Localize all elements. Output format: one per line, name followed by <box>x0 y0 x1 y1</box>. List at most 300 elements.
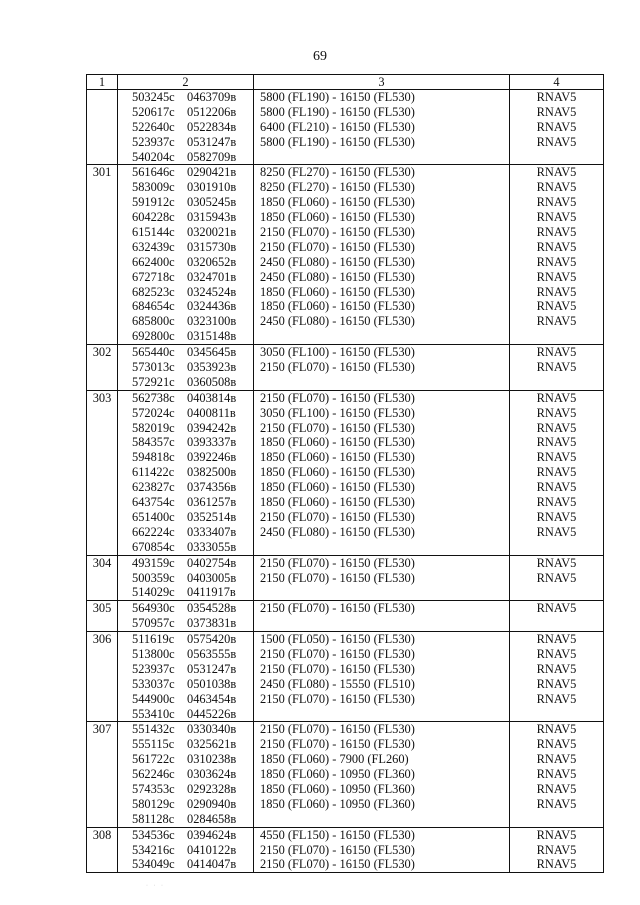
longitude: 0403814в <box>187 390 237 405</box>
latitude: 561722с <box>132 752 175 767</box>
routes-table <box>86 74 604 873</box>
latitude: 562246с <box>132 767 175 782</box>
nav-spec-cell <box>510 165 604 345</box>
latitude: 540204с <box>132 149 175 164</box>
latitude: 611422с <box>132 465 175 480</box>
header-col-1: 1 <box>87 75 118 90</box>
route-number-cell <box>87 601 118 632</box>
latitude: 500359с <box>132 570 175 585</box>
latitude: 555115с <box>132 737 175 752</box>
altitude-range <box>254 616 509 631</box>
altitude-range: 1850 (FL060) - 16150 (FL530) <box>260 495 415 510</box>
longitude: 0582709в <box>187 149 237 164</box>
coordinate-point <box>118 616 253 631</box>
scan-artifact: · · · <box>146 883 165 889</box>
altitude-range: 2150 (FL070) - 16150 (FL530) <box>260 646 415 661</box>
nav-spec: RNAV5 <box>536 405 577 420</box>
coordinates-cell <box>118 601 254 632</box>
nav-spec: RNAV5 <box>536 722 577 737</box>
longitude: 0445226в <box>187 706 237 721</box>
nav-spec-cell <box>510 390 604 555</box>
longitude: 0361257в <box>187 495 237 510</box>
nav-spec: RNAV5 <box>536 390 577 405</box>
route-number: 306 <box>92 632 112 647</box>
altitude-range: 1850 (FL060) - 16150 (FL530) <box>260 284 415 299</box>
nav-spec: RNAV5 <box>536 509 577 524</box>
route-group-row <box>87 632 604 722</box>
latitude: 544900с <box>132 691 175 706</box>
nav-spec: RNAV5 <box>536 104 577 119</box>
latitude: 562738с <box>132 390 175 405</box>
nav-spec: RNAV5 <box>536 299 577 314</box>
altitude-range: 4550 (FL150) - 16150 (FL530) <box>260 827 415 842</box>
nav-spec: RNAV5 <box>536 284 577 299</box>
coordinates-cell <box>118 555 254 601</box>
coordinate-point <box>118 375 253 390</box>
route-number-cell <box>87 390 118 555</box>
longitude: 0310238в <box>187 752 237 767</box>
altitude-range: 1850 (FL060) - 10950 (FL360) <box>260 781 415 796</box>
latitude: 553410с <box>132 706 175 721</box>
longitude: 0360508в <box>187 374 237 389</box>
longitude: 0394242в <box>187 420 237 435</box>
coordinate-point <box>118 391 253 406</box>
altitude-range <box>254 150 509 165</box>
coordinate-point <box>118 632 253 647</box>
coordinate-point <box>118 525 253 540</box>
latitude: 523937с <box>132 134 175 149</box>
nav-spec <box>510 150 603 165</box>
coordinate-point <box>118 135 253 150</box>
latitude: 513800с <box>132 646 175 661</box>
coordinate-point <box>118 571 253 586</box>
latitude: 551432с <box>132 722 175 737</box>
latitude: 632439с <box>132 239 175 254</box>
altitude-range: 8250 (FL270) - 16150 (FL530) <box>260 180 415 195</box>
coordinate-point <box>118 120 253 135</box>
altitude-cell <box>254 390 510 555</box>
altitude-range: 2150 (FL070) - 16150 (FL530) <box>260 722 415 737</box>
nav-spec: RNAV5 <box>536 857 577 872</box>
nav-spec <box>510 812 603 827</box>
coordinates-cell <box>118 345 254 391</box>
longitude: 0290940в <box>187 796 237 811</box>
nav-spec: RNAV5 <box>536 210 577 225</box>
coordinate-point <box>118 225 253 240</box>
latitude: 564930с <box>132 601 175 616</box>
latitude: 534049с <box>132 857 175 872</box>
table-body <box>87 90 604 873</box>
coordinate-point <box>118 495 253 510</box>
latitude: 594818с <box>132 450 175 465</box>
longitude: 0531247в <box>187 134 237 149</box>
nav-spec: RNAV5 <box>536 314 577 329</box>
nav-spec: RNAV5 <box>536 555 577 570</box>
longitude: 0400811в <box>187 405 236 420</box>
longitude: 0531247в <box>187 661 237 676</box>
altitude-range <box>254 329 509 344</box>
route-number: 302 <box>92 345 112 360</box>
latitude: 574353с <box>132 781 175 796</box>
altitude-range: 1850 (FL060) - 7900 (FL260) <box>260 752 409 767</box>
latitude: 604228с <box>132 210 175 225</box>
latitude: 572921с <box>132 374 175 389</box>
altitude-range: 5800 (FL190) - 16150 (FL530) <box>260 134 415 149</box>
coordinate-point <box>118 722 253 737</box>
nav-spec: RNAV5 <box>536 420 577 435</box>
altitude-range: 3050 (FL100) - 16150 (FL530) <box>260 405 415 420</box>
route-number-cell <box>87 555 118 601</box>
coordinate-point <box>118 812 253 827</box>
nav-spec <box>510 616 603 631</box>
coordinate-point <box>118 480 253 495</box>
latitude: 514029с <box>132 585 175 600</box>
longitude: 0512206в <box>187 104 237 119</box>
nav-spec-cell <box>510 90 604 165</box>
longitude: 0303624в <box>187 767 237 782</box>
header-col-3: 3 <box>254 75 510 90</box>
altitude-range: 6400 (FL210) - 16150 (FL530) <box>260 119 415 134</box>
altitude-range: 1850 (FL060) - 16150 (FL530) <box>260 435 415 450</box>
header-row <box>87 75 604 90</box>
nav-spec: RNAV5 <box>536 165 577 180</box>
route-number-cell <box>87 90 118 165</box>
coordinates-cell <box>118 632 254 722</box>
coordinate-point <box>118 662 253 677</box>
coordinate-point <box>118 556 253 571</box>
longitude: 0301910в <box>187 180 237 195</box>
altitude-range: 1850 (FL060) - 16150 (FL530) <box>260 299 415 314</box>
nav-spec: RNAV5 <box>536 435 577 450</box>
altitude-range: 1850 (FL060) - 16150 (FL530) <box>260 195 415 210</box>
longitude: 0374356в <box>187 480 237 495</box>
coordinate-point <box>118 329 253 344</box>
route-number-cell <box>87 345 118 391</box>
coordinate-point <box>118 857 253 872</box>
latitude: 573013с <box>132 360 175 375</box>
altitude-cell <box>254 90 510 165</box>
nav-spec: RNAV5 <box>536 360 577 375</box>
latitude: 692800с <box>132 329 175 344</box>
altitude-range: 2150 (FL070) - 16150 (FL530) <box>260 691 415 706</box>
nav-spec: RNAV5 <box>536 450 577 465</box>
nav-spec: RNAV5 <box>536 570 577 585</box>
coordinate-point <box>118 180 253 195</box>
route-number: 303 <box>92 390 112 405</box>
altitude-range: 2150 (FL070) - 16150 (FL530) <box>260 225 415 240</box>
nav-spec: RNAV5 <box>536 239 577 254</box>
altitude-range: 2450 (FL080) - 15550 (FL510) <box>260 676 415 691</box>
route-group-row <box>87 90 604 165</box>
route-group-row <box>87 827 604 873</box>
nav-spec: RNAV5 <box>536 134 577 149</box>
longitude: 0411917в <box>187 585 236 600</box>
coordinate-point <box>118 210 253 225</box>
longitude: 0392246в <box>187 450 237 465</box>
altitude-cell <box>254 555 510 601</box>
route-number-cell <box>87 165 118 345</box>
longitude: 0414047в <box>187 857 237 872</box>
latitude: 561646с <box>132 165 175 180</box>
nav-spec: RNAV5 <box>536 691 577 706</box>
nav-spec: RNAV5 <box>536 180 577 195</box>
route-number: 307 <box>92 722 112 737</box>
coordinate-point <box>118 195 253 210</box>
route-number: 304 <box>92 555 112 570</box>
nav-spec <box>510 585 603 600</box>
latitude: 581128с <box>132 811 175 826</box>
longitude: 0325621в <box>187 737 237 752</box>
longitude: 0563555в <box>187 646 237 661</box>
route-group-row <box>87 601 604 632</box>
altitude-range: 5800 (FL190) - 16150 (FL530) <box>260 90 415 104</box>
altitude-range: 2150 (FL070) - 16150 (FL530) <box>260 842 415 857</box>
longitude: 0292328в <box>187 781 237 796</box>
nav-spec: RNAV5 <box>536 269 577 284</box>
nav-spec: RNAV5 <box>536 225 577 240</box>
altitude-range <box>254 707 509 722</box>
nav-spec <box>510 707 603 722</box>
latitude: 511619с <box>132 632 175 647</box>
latitude: 523937с <box>132 661 175 676</box>
coordinate-point <box>118 90 253 105</box>
altitude-range: 1850 (FL060) - 16150 (FL530) <box>260 450 415 465</box>
latitude: 591912с <box>132 195 175 210</box>
altitude-range: 2150 (FL070) - 16150 (FL530) <box>260 239 415 254</box>
route-group-row <box>87 390 604 555</box>
altitude-cell <box>254 632 510 722</box>
altitude-range: 5800 (FL190) - 16150 (FL530) <box>260 104 415 119</box>
longitude: 0324436в <box>187 299 237 314</box>
coordinate-point <box>118 285 253 300</box>
nav-spec: RNAV5 <box>536 465 577 480</box>
coordinate-point <box>118 465 253 480</box>
altitude-range: 2450 (FL080) - 16150 (FL530) <box>260 524 415 539</box>
altitude-range: 2450 (FL080) - 16150 (FL530) <box>260 269 415 284</box>
altitude-cell <box>254 345 510 391</box>
route-number: 305 <box>92 601 112 616</box>
coordinate-point <box>118 345 253 360</box>
altitude-range <box>254 375 509 390</box>
altitude-range: 2150 (FL070) - 16150 (FL530) <box>260 360 415 375</box>
nav-spec: RNAV5 <box>536 480 577 495</box>
route-number-cell <box>87 632 118 722</box>
coordinate-point <box>118 767 253 782</box>
latitude: 651400с <box>132 509 175 524</box>
altitude-cell <box>254 827 510 873</box>
longitude: 0345645в <box>187 345 237 360</box>
longitude: 0575420в <box>187 632 237 647</box>
nav-spec: RNAV5 <box>536 676 577 691</box>
coordinate-point <box>118 435 253 450</box>
longitude: 0393337в <box>187 435 237 450</box>
longitude: 0284658в <box>187 811 237 826</box>
longitude: 0352514в <box>187 509 237 524</box>
nav-spec: RNAV5 <box>536 796 577 811</box>
longitude: 0463454в <box>187 691 237 706</box>
coordinate-point <box>118 406 253 421</box>
coordinate-point <box>118 255 253 270</box>
longitude: 0320652в <box>187 254 237 269</box>
longitude: 0410122в <box>187 842 237 857</box>
latitude: 565440с <box>132 345 175 360</box>
coordinate-point <box>118 737 253 752</box>
nav-spec: RNAV5 <box>536 195 577 210</box>
coordinate-point <box>118 601 253 616</box>
latitude: 623827с <box>132 480 175 495</box>
nav-spec-cell <box>510 632 604 722</box>
route-number-cell <box>87 722 118 827</box>
longitude: 0315148в <box>187 329 237 344</box>
altitude-range: 3050 (FL100) - 16150 (FL530) <box>260 345 415 360</box>
latitude: 493159с <box>132 555 175 570</box>
nav-spec: RNAV5 <box>536 827 577 842</box>
coordinate-point <box>118 510 253 525</box>
nav-spec-cell <box>510 722 604 827</box>
latitude: 672718с <box>132 269 175 284</box>
nav-spec: RNAV5 <box>536 767 577 782</box>
altitude-range: 1850 (FL060) - 16150 (FL530) <box>260 465 415 480</box>
altitude-range: 2150 (FL070) - 16150 (FL530) <box>260 661 415 676</box>
longitude: 0324701в <box>187 269 237 284</box>
nav-spec-cell <box>510 345 604 391</box>
altitude-range: 2150 (FL070) - 16150 (FL530) <box>260 555 415 570</box>
altitude-cell <box>254 601 510 632</box>
route-group-row <box>87 345 604 391</box>
coordinates-cell <box>118 827 254 873</box>
latitude: 533037с <box>132 676 175 691</box>
longitude: 0373831в <box>187 616 237 631</box>
altitude-range: 1850 (FL060) - 16150 (FL530) <box>260 210 415 225</box>
longitude: 0463709в <box>187 90 237 104</box>
nav-spec: RNAV5 <box>536 842 577 857</box>
coordinate-point <box>118 540 253 555</box>
longitude: 0315730в <box>187 239 237 254</box>
altitude-range: 2150 (FL070) - 16150 (FL530) <box>260 509 415 524</box>
altitude-range: 2150 (FL070) - 16150 (FL530) <box>260 737 415 752</box>
latitude: 583009с <box>132 180 175 195</box>
latitude: 662400с <box>132 254 175 269</box>
nav-spec: RNAV5 <box>536 661 577 676</box>
header-col-4: 4 <box>510 75 604 90</box>
altitude-range: 1850 (FL060) - 10950 (FL360) <box>260 767 415 782</box>
longitude: 0333055в <box>187 539 237 554</box>
route-number <box>87 90 117 105</box>
coordinate-point <box>118 240 253 255</box>
route-group-row <box>87 722 604 827</box>
coordinate-point <box>118 707 253 722</box>
latitude: 582019с <box>132 420 175 435</box>
nav-spec: RNAV5 <box>536 646 577 661</box>
nav-spec: RNAV5 <box>536 495 577 510</box>
coordinate-point <box>118 450 253 465</box>
longitude: 0330340в <box>187 722 237 737</box>
latitude: 534216с <box>132 842 175 857</box>
longitude: 0402754в <box>187 555 237 570</box>
nav-spec <box>510 540 603 555</box>
coordinate-point <box>118 692 253 707</box>
nav-spec: RNAV5 <box>536 345 577 360</box>
nav-spec: RNAV5 <box>536 632 577 647</box>
latitude: 503245с <box>132 90 175 104</box>
coordinate-point <box>118 360 253 375</box>
route-group-row <box>87 555 604 601</box>
coordinate-point <box>118 150 253 165</box>
route-number: 301 <box>92 165 112 180</box>
latitude: 662224с <box>132 524 175 539</box>
altitude-cell <box>254 722 510 827</box>
altitude-range: 8250 (FL270) - 16150 (FL530) <box>260 165 415 180</box>
coordinate-point <box>118 165 253 180</box>
nav-spec: RNAV5 <box>536 90 577 104</box>
longitude: 0323100в <box>187 314 237 329</box>
coordinate-point <box>118 105 253 120</box>
nav-spec-cell <box>510 555 604 601</box>
page-number: 69 <box>313 49 327 64</box>
nav-spec <box>510 329 603 344</box>
latitude: 643754с <box>132 495 175 510</box>
altitude-cell <box>254 165 510 345</box>
altitude-range: 2150 (FL070) - 16150 (FL530) <box>260 857 415 872</box>
coordinate-point <box>118 421 253 436</box>
longitude: 0290421в <box>187 165 237 180</box>
latitude: 522640с <box>132 119 175 134</box>
longitude: 0333407в <box>187 524 237 539</box>
latitude: 685800с <box>132 314 175 329</box>
altitude-range <box>254 540 509 555</box>
longitude: 0403005в <box>187 570 237 585</box>
nav-spec <box>510 375 603 390</box>
coordinate-point <box>118 797 253 812</box>
latitude: 670854с <box>132 539 175 554</box>
coordinates-cell <box>118 165 254 345</box>
nav-spec-cell <box>510 601 604 632</box>
longitude: 0320021в <box>187 225 237 240</box>
longitude: 0353923в <box>187 360 237 375</box>
longitude: 0382500в <box>187 465 237 480</box>
nav-spec: RNAV5 <box>536 752 577 767</box>
nav-spec: RNAV5 <box>536 524 577 539</box>
coordinate-point <box>118 843 253 858</box>
coordinate-point <box>118 585 253 600</box>
nav-spec: RNAV5 <box>536 119 577 134</box>
altitude-range: 2150 (FL070) - 16150 (FL530) <box>260 390 415 405</box>
coordinate-point <box>118 828 253 843</box>
altitude-range: 2150 (FL070) - 16150 (FL530) <box>260 570 415 585</box>
coordinate-point <box>118 782 253 797</box>
header-col-2: 2 <box>118 75 254 90</box>
coordinate-point <box>118 647 253 662</box>
latitude: 572024с <box>132 405 175 420</box>
nav-spec-cell <box>510 827 604 873</box>
longitude: 0315943в <box>187 210 237 225</box>
latitude: 580129с <box>132 796 175 811</box>
coordinate-point <box>118 752 253 767</box>
altitude-range <box>254 585 509 600</box>
nav-spec: RNAV5 <box>536 254 577 269</box>
longitude: 0394624в <box>187 827 237 842</box>
nav-spec: RNAV5 <box>536 737 577 752</box>
longitude: 0324524в <box>187 284 237 299</box>
coordinate-point <box>118 270 253 285</box>
altitude-range: 2150 (FL070) - 16150 (FL530) <box>260 601 415 616</box>
route-group-row <box>87 165 604 345</box>
nav-spec: RNAV5 <box>536 601 577 616</box>
coordinate-point <box>118 314 253 329</box>
altitude-range: 2450 (FL080) - 16150 (FL530) <box>260 254 415 269</box>
nav-spec: RNAV5 <box>536 781 577 796</box>
longitude: 0522834в <box>187 119 237 134</box>
